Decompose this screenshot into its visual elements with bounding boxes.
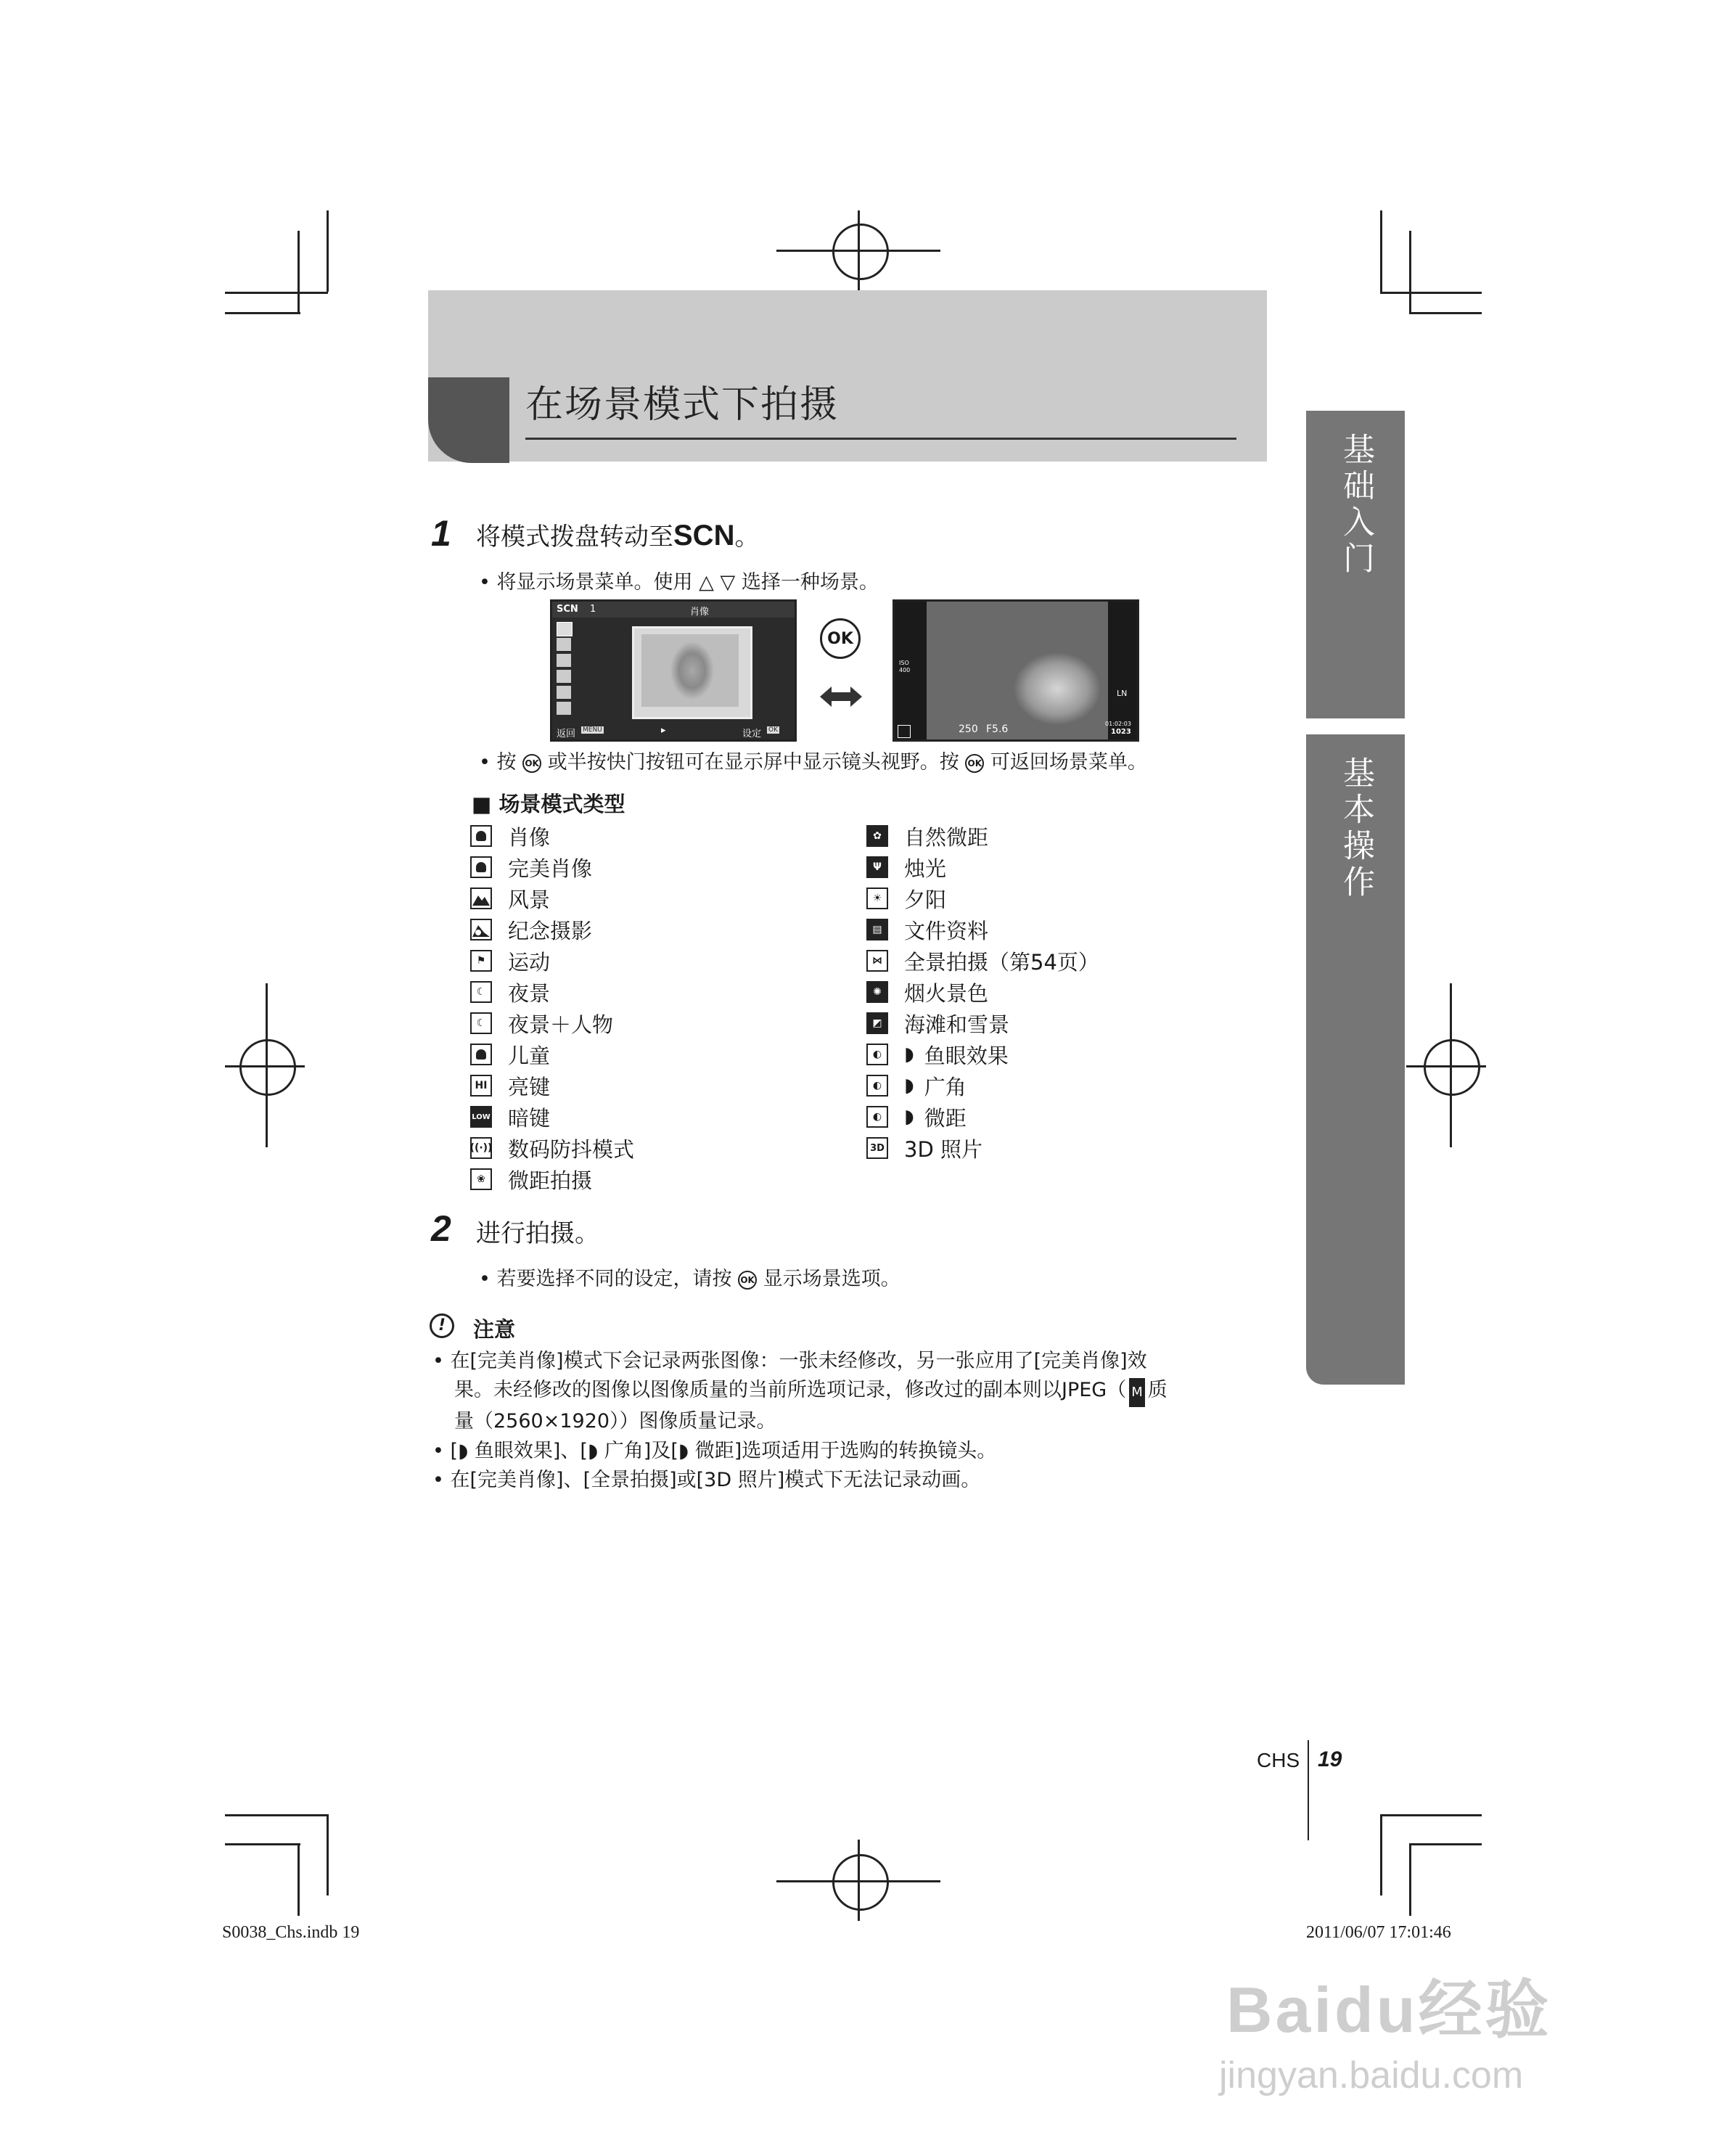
bullet-text: 或半按快门按钮可在显示屏中显示镜头视野。按 <box>547 751 959 774</box>
converter-lens-icon: ◗ <box>678 1440 689 1462</box>
mode-item <box>470 1102 550 1131</box>
live-view-screen <box>893 599 1139 742</box>
note-text: 在[完美肖像]、[全景拍摄]或[3D 照片]模式下无法记录动画。 <box>450 1469 981 1491</box>
crop-mark <box>225 312 300 314</box>
mode-label: 风景 <box>508 887 551 912</box>
step1-bullet2: • 按 OK 或半按快门按钮可在显示屏中显示镜头视野。按 OK 可返回场景菜单。 <box>479 751 1147 774</box>
mode-item <box>866 1071 967 1100</box>
quality-indicator: LN <box>1117 689 1128 698</box>
fireworks-icon: ✺ <box>866 981 888 1003</box>
registration-mark <box>239 1039 296 1096</box>
mode-label: 烛光 <box>904 856 947 881</box>
step1-text <box>476 517 759 552</box>
step1-bullet1: • 将显示场景菜单。使用 △ ▽ 选择一种场景。 <box>479 571 879 594</box>
sunset-icon: ☀ <box>866 888 888 909</box>
panorama-icon: ⋈ <box>866 950 888 972</box>
ok-icon: OK <box>738 1271 757 1290</box>
aperture: F5.6 <box>986 724 1009 735</box>
menu-icon-column <box>557 622 573 724</box>
mode-item <box>470 1165 592 1194</box>
file-info: S0038_Chs.indb 19 <box>222 1923 360 1942</box>
wide-angle-icon: ◐ <box>866 1075 888 1097</box>
beach-snow-icon: ◩ <box>866 1012 888 1034</box>
crop-mark <box>1380 1814 1482 1816</box>
step1-text-prefix: 将模式拨盘转动至 <box>476 522 673 552</box>
note-text: 鱼眼效果]、[ <box>474 1440 588 1462</box>
mode-item <box>470 1040 550 1069</box>
note-1 <box>432 1347 1267 1436</box>
landscape-portrait-icon <box>470 919 492 940</box>
ok-button-icon: OK <box>820 618 861 659</box>
night-portrait-icon: ☾ <box>470 1012 492 1034</box>
mode-label: 夕阳 <box>904 887 947 912</box>
step2-text: 进行拍摄。 <box>476 1219 599 1248</box>
set-label: 设定 <box>742 729 762 739</box>
candle-icon: Ψ <box>866 856 888 878</box>
crop-mark <box>1380 292 1482 294</box>
portrait-mode-icon <box>898 725 911 738</box>
bullet-text: 显示场景选项。 <box>763 1268 900 1290</box>
double-arrow-icon <box>820 686 862 707</box>
crop-mark <box>225 1814 328 1816</box>
timestamp: 2011/06/07 17:01:46 <box>1306 1923 1451 1942</box>
crop-mark <box>327 1814 329 1895</box>
scene-icon <box>557 702 571 715</box>
3d-photo-icon: 3D <box>866 1137 888 1159</box>
note-text: 在[完美肖像]模式下会记录两张图像：一张未经修改，另一张应用了[完美肖像]效 <box>450 1350 1147 1372</box>
footer-lang: CHS <box>1257 1749 1300 1771</box>
bullet-text: 选择一种场景。 <box>741 571 879 594</box>
sport-icon: ⚑ <box>470 950 492 972</box>
ok-key: OK <box>768 726 778 734</box>
menu-tab-scn: SCN <box>557 604 578 615</box>
modes-heading-text: 场景模式类型 <box>498 792 625 816</box>
footer-divider <box>1308 1740 1309 1840</box>
step-number: 1 <box>431 513 451 554</box>
mode-label: 烟火景色 <box>904 980 989 1006</box>
mode-item <box>470 821 550 850</box>
mode-item <box>470 853 592 882</box>
crop-mark <box>266 983 268 1147</box>
converter-lens-icon: ◗ <box>904 1044 914 1065</box>
menu-key: MENU <box>583 726 602 734</box>
crop-mark <box>1450 983 1452 1147</box>
portrait-icon <box>470 825 492 847</box>
portrait-icon <box>557 622 573 636</box>
ok-icon: OK <box>522 754 541 773</box>
mode-item <box>470 915 592 944</box>
mode-label: 运动 <box>508 949 551 975</box>
fisheye-icon: ◐ <box>866 1044 888 1065</box>
crop-mark <box>225 292 328 294</box>
baidu-watermark-logo: Baidu经验 <box>1226 1974 1552 2046</box>
mode-label: 暗键 <box>508 1105 551 1131</box>
mode-item <box>866 946 1099 975</box>
shots-remaining: 1023 <box>1111 728 1131 736</box>
crop-mark <box>225 1843 300 1845</box>
registration-mark <box>832 224 889 280</box>
note-text: 量（2560×1920））图像质量记录。 <box>454 1410 776 1432</box>
mode-item <box>470 946 550 975</box>
landscape-icon <box>470 888 492 909</box>
crop-mark <box>327 210 329 292</box>
baidu-watermark-url: jingyan.baidu.com <box>1219 2054 1524 2096</box>
page-number: 19 <box>1318 1747 1342 1771</box>
mode-item <box>866 853 946 882</box>
modes-heading: ■ 场景模式类型 <box>472 792 625 816</box>
converter-lens-icon: ◗ <box>904 1106 914 1128</box>
menu-header <box>552 602 795 618</box>
ok-icon: OK <box>965 754 984 773</box>
mode-label: 纪念摄影 <box>508 918 593 943</box>
macro-icon: ❀ <box>470 1168 492 1190</box>
mode-item <box>866 1102 967 1131</box>
caution-icon: ! <box>430 1313 454 1338</box>
up-down-arrows-icon: △ ▽ <box>699 571 736 594</box>
children-icon <box>470 1044 492 1065</box>
crop-mark <box>858 210 860 292</box>
mode-label: 微距 <box>924 1105 967 1131</box>
mode-item <box>866 915 988 944</box>
crop-mark <box>298 1843 300 1916</box>
side-tab-label: 基础入门 <box>1337 433 1374 578</box>
mode-item <box>470 1134 634 1163</box>
side-tab-basics[interactable] <box>1306 411 1405 718</box>
crop-mark <box>1380 210 1382 292</box>
note-2: • [◗ 鱼眼效果]、[◗ 广角]及[◗ 微距]选项适用于选购的转换镜头。 <box>432 1440 997 1462</box>
mode-item <box>866 1134 982 1163</box>
iso-value: 400 <box>899 667 911 673</box>
menu-title: 肖像 <box>690 607 710 618</box>
mode-item <box>866 884 946 913</box>
scene-icon <box>557 638 571 651</box>
nature-macro-icon: ✿ <box>866 825 888 847</box>
note-text: 微距]选项适用于选购的转换镜头。 <box>694 1440 997 1462</box>
mode-label: 3D 照片 <box>904 1136 982 1162</box>
side-tab-label: 基本操作 <box>1337 756 1374 901</box>
crop-mark <box>858 1840 860 1921</box>
bullet-text: 按 <box>496 751 517 774</box>
mode-label: 亮键 <box>508 1074 551 1099</box>
mode-label: 完美肖像 <box>508 856 593 881</box>
back-label: 返回 <box>557 729 576 739</box>
scene-icon <box>557 654 571 667</box>
mode-label: 鱼眼效果 <box>924 1043 1009 1068</box>
registration-mark <box>832 1854 889 1911</box>
crop-mark <box>1380 1814 1382 1895</box>
title-band-accent <box>428 377 509 463</box>
night-scene-icon: ☾ <box>470 981 492 1003</box>
menu-footer <box>552 724 795 739</box>
high-key-icon: HI <box>470 1075 492 1097</box>
crop-mark <box>1409 231 1411 312</box>
mode-label: 夜景 <box>508 980 551 1006</box>
converter-lens-icon: ◗ <box>904 1075 914 1097</box>
portrait-sample-photo <box>641 634 739 707</box>
step2-bullet: • 若要选择不同的设定，请按 OK 显示场景选项。 <box>479 1268 900 1290</box>
note-text: [ <box>450 1440 459 1462</box>
image-stabilization-icon: ((·)) <box>470 1137 492 1159</box>
step-number: 2 <box>431 1208 451 1249</box>
mode-label: 全景拍摄（第54页） <box>904 949 1099 975</box>
note-text: 质 <box>1147 1379 1168 1401</box>
crop-mark <box>298 231 300 312</box>
mode-label: 儿童 <box>508 1043 551 1068</box>
iso-label: ISO <box>899 660 909 666</box>
bullet-text: 将显示场景菜单。使用 <box>496 571 693 594</box>
crop-mark <box>225 1065 305 1067</box>
mode-item <box>866 821 988 850</box>
mode-item <box>470 884 550 913</box>
mode-label: 海滩和雪景 <box>904 1012 1010 1037</box>
macro-converter-icon: ◐ <box>866 1106 888 1128</box>
title-rule <box>525 438 1236 440</box>
note-text: 果。未经修改的图像以图像质量的当前所选项记录，修改过的副本则以JPEG（ <box>454 1379 1127 1401</box>
preview-frame <box>632 626 752 719</box>
live-view-photo <box>927 602 1108 739</box>
converter-lens-icon: ◗ <box>587 1440 599 1462</box>
scene-icon <box>557 670 571 683</box>
scene-icon <box>557 686 571 699</box>
mode-item <box>866 1009 1009 1038</box>
mode-label: 微距拍摄 <box>508 1168 593 1193</box>
note-line: • 在[完美肖像]模式下会记录两张图像：一张未经修改，另一张应用了[完美肖像]效 <box>432 1350 1147 1372</box>
low-key-icon: LOW <box>470 1106 492 1128</box>
mode-label: 数码防抖模式 <box>508 1136 635 1162</box>
registration-mark <box>1424 1039 1480 1096</box>
crop-mark <box>1409 312 1482 314</box>
note-line <box>432 1407 1267 1436</box>
step1-text-suffix: 。 <box>734 522 760 552</box>
note-line <box>432 1376 1267 1407</box>
documents-icon: ▤ <box>866 919 888 940</box>
converter-lens-icon: ◗ <box>458 1440 469 1462</box>
bullet-text: 若要选择不同的设定，请按 <box>496 1268 732 1290</box>
shutter-speed: 250 <box>959 724 978 735</box>
mode-item <box>470 977 550 1007</box>
note-text: 广角]及[ <box>604 1440 678 1462</box>
record-time: 01:02:03 <box>1105 721 1131 727</box>
mode-label: 肖像 <box>508 824 551 850</box>
scn-label: SCN <box>673 520 735 552</box>
scene-menu-screen <box>550 599 797 742</box>
mode-item <box>470 1009 613 1038</box>
mode-label: 广角 <box>924 1074 967 1099</box>
bullet-text: 可返回场景菜单。 <box>990 751 1147 774</box>
mode-label: 文件资料 <box>904 918 989 943</box>
mode-item <box>866 977 988 1007</box>
page-title: 在场景模式下拍摄 <box>525 383 840 427</box>
mode-label: 自然微距 <box>904 824 989 850</box>
mode-item <box>470 1071 550 1100</box>
mode-item <box>866 1040 1009 1069</box>
notes-heading: 注意 <box>473 1317 516 1342</box>
note-3: • 在[完美肖像]、[全景拍摄]或[3D 照片]模式下无法记录动画。 <box>432 1469 981 1491</box>
mode-label: 夜景＋人物 <box>508 1012 614 1037</box>
e-portrait-icon <box>470 856 492 878</box>
crop-mark <box>1406 1065 1486 1067</box>
menu-tab-1: 1 <box>590 604 596 615</box>
scroll-icon: ▸ <box>661 725 666 736</box>
crop-mark <box>1409 1843 1411 1916</box>
side-tab-operations[interactable] <box>1306 734 1405 1385</box>
crop-mark <box>1409 1843 1482 1845</box>
quality-m-icon: M <box>1129 1378 1145 1407</box>
